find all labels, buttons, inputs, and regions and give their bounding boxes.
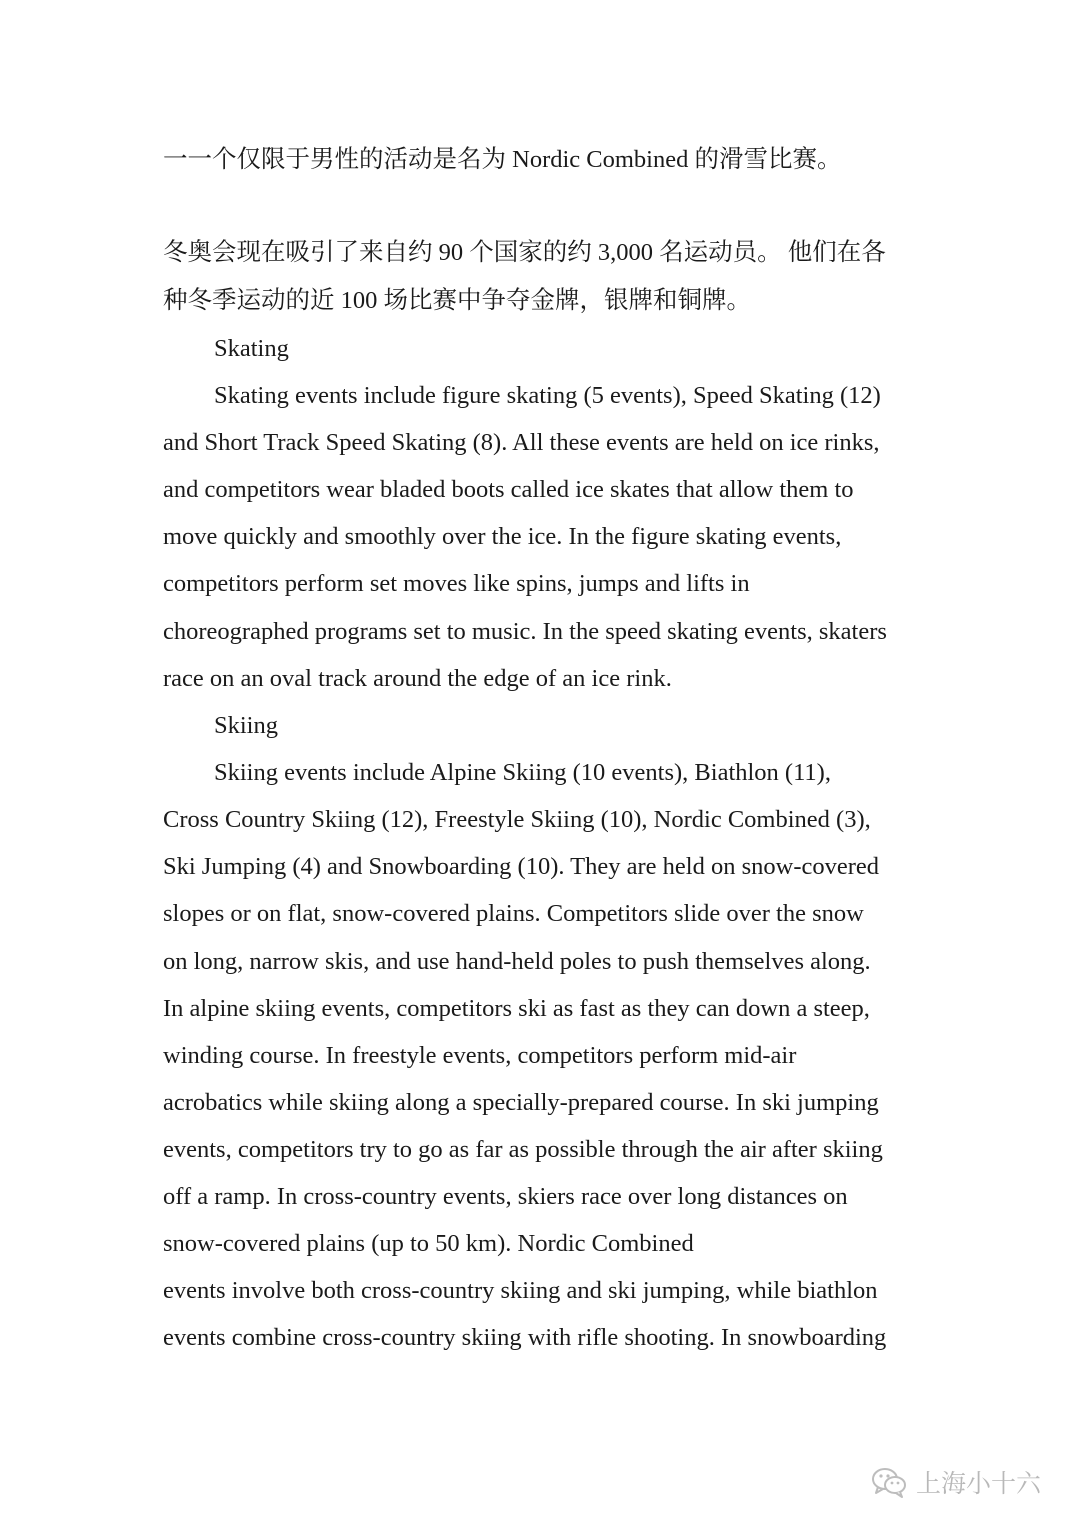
text-line: 种冬季运动的近 100 场比赛中争夺金牌，银牌和铜牌。	[163, 287, 751, 314]
section-heading-skiing: Skiing	[214, 712, 278, 739]
text-line: race on an oval track around the edge of an ice rink.	[163, 665, 672, 692]
text-line: competitors perform set moves like spins, jumps and lifts in	[163, 570, 750, 597]
watermark-text: 上海小十六	[916, 1469, 1042, 1498]
text-line: off a ramp. In cross-country events, skiers race over long distances on	[163, 1183, 848, 1210]
text-line: acrobatics while skiing along a specially-prepared course. In ski jumping	[163, 1089, 879, 1116]
text-line: 一一个仅限于男性的活动是名为 Nordic Combined 的滑雪比赛。	[163, 146, 842, 173]
text-line: events, competitors try to go as far as possible through the air after skiing	[163, 1136, 883, 1163]
text-line: Cross Country Skiing (12), Freestyle Skiing (10), Nordic Combined (3),	[163, 806, 871, 833]
text-line: on long, narrow skis, and use hand-held poles to push themselves along.	[163, 948, 871, 975]
text-line: Skating events include figure skating (5 events), Speed Skating (12)	[214, 382, 881, 409]
text-line: Ski Jumping (4) and Snowboarding (10). They are held on snow-covered	[163, 853, 880, 880]
text-line: choreographed programs set to music. In the speed skating events, skaters	[163, 618, 887, 645]
text-line: slopes or on flat, snow-covered plains. Competitors slide over the snow	[163, 900, 864, 927]
text-line: events combine cross-country skiing with rifle shooting. In snowboarding	[163, 1324, 887, 1351]
wechat-icon	[870, 1466, 908, 1498]
section-heading-skating: Skating	[214, 335, 289, 362]
text-line: 冬奥会现在吸引了来自约 90 个国家的约 3,000 名运动员。 他们在各	[163, 239, 886, 266]
text-line: In alpine skiing events, competitors ski as fast as they can down a steep,	[163, 995, 870, 1022]
text-line: move quickly and smoothly over the ice. In the figure skating events,	[163, 523, 842, 550]
text-line: and Short Track Speed Skating (8). All these events are held on ice rinks,	[163, 429, 880, 456]
text-line: events involve both cross-country skiing and ski jumping, while biathlon	[163, 1277, 878, 1304]
watermark	[870, 1462, 1041, 1502]
text-line: Skiing events include Alpine Skiing (10 events), Biathlon (11),	[214, 759, 831, 786]
text-line: and competitors wear bladed boots called ice skates that allow them to	[163, 476, 854, 503]
text-line: winding course. In freestyle events, competitors perform mid-air	[163, 1042, 797, 1069]
text-line: snow-covered plains (up to 50 km). Nordic Combined	[163, 1230, 694, 1257]
